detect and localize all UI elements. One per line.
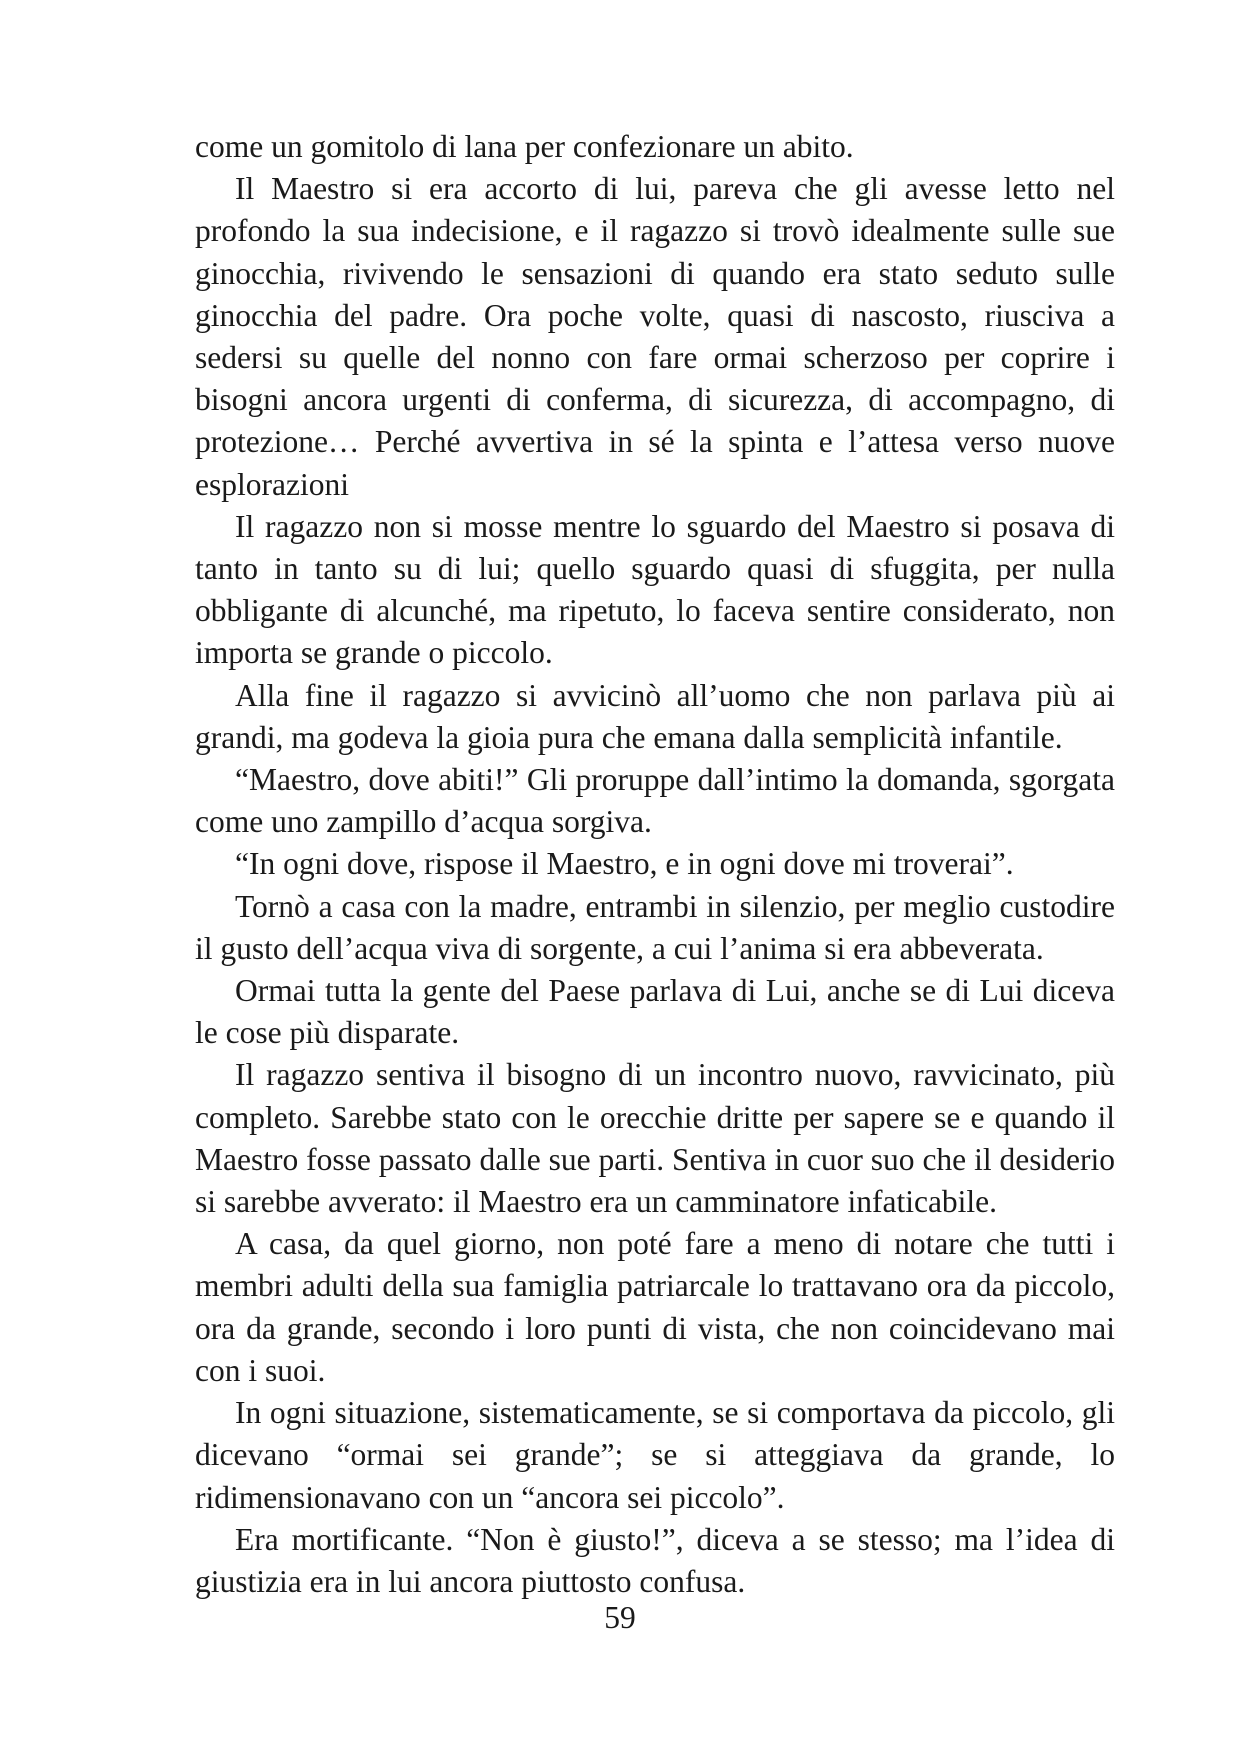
body-text [195,126,1115,1603]
paragraph: “In ogni dove, rispose il Maestro, e in ogni dove mi troverai”. [235,846,1014,882]
paragraph: A casa, da quel giorno, non poté fare a meno di notare che tutti i membri adulti della sua famiglia patriarcale lo trattavano ora da piccolo, ora da grande, secondo i loro punti di vista, che non coincidevano mai con i suoi. [195,1226,1115,1388]
paragraph-continued: come un gomitolo di lana per confezionare un abito. [195,129,854,164]
paragraph: Il Maestro si era accorto di lui, pareva che gli avesse letto nel profondo la sua indecisione, e il ragazzo si trovò idealmente sulle sue ginocchia, rivivendo le sensazioni di quando era stato seduto sulle ginocchia del padre. Ora poche volte, quasi di nascosto, riusciva a sedersi su quelle del nonno con fare ormai scherzoso per coprire i bisogni ancora urgenti di conferma, di sicurezza, di accompagno, di protezione… Perché avvertiva in sé la spinta e l’attesa verso nuove esplorazioni [195,171,1115,502]
page-number: 59 [604,1600,636,1635]
paragraph: Il ragazzo non si mosse mentre lo sguardo del Maestro si posava di tanto in tanto su di lui; quello sguardo quasi di sfuggita, per nulla obbligante di alcunché, ma ripetuto, lo faceva sentire considerato, non importa se grande o piccolo. [195,508,1115,671]
paragraph: “Maestro, dove abiti!” Gli proruppe dall’intimo la domanda, sgorgata come uno zampillo d’acqua sorgiva. [195,762,1115,840]
paragraph: Tornò a casa con la madre, entrambi in silenzio, per meglio custodire il gusto dell’acqua viva di sorgente, a cui l’anima si era abbeverata. [195,888,1115,966]
paragraph: Ormai tutta la gente del Paese parlava di Lui, anche se di Lui diceva le cose più disparate. [195,973,1115,1051]
paragraph: Il ragazzo sentiva il bisogno di un incontro nuovo, ravvicinato, più completo. Sarebbe stato con le orecchie dritte per sapere se e quando il Maestro fosse passato dalle sue parti. Sentiva in cuor suo che il desiderio si sarebbe avverato: il Maestro era un camminatore infaticabile. [195,1057,1115,1220]
paragraph: Alla fine il ragazzo si avvicinò all’uomo che non parlava più ai grandi, ma godeva la gioia pura che emana dalla semplicità infantile. [195,677,1115,755]
paragraph: In ogni situazione, sistematicamente, se si comportava da piccolo, gli dicevano “ormai sei grande”; se si atteggiava da grande, lo ridimensionavano con un “ancora sei piccolo”. [195,1395,1115,1515]
paragraph: Era mortificante. “Non è giusto!”, diceva a se stesso; ma l’idea di giustizia era in lui ancora piuttosto confusa. [195,1521,1115,1599]
